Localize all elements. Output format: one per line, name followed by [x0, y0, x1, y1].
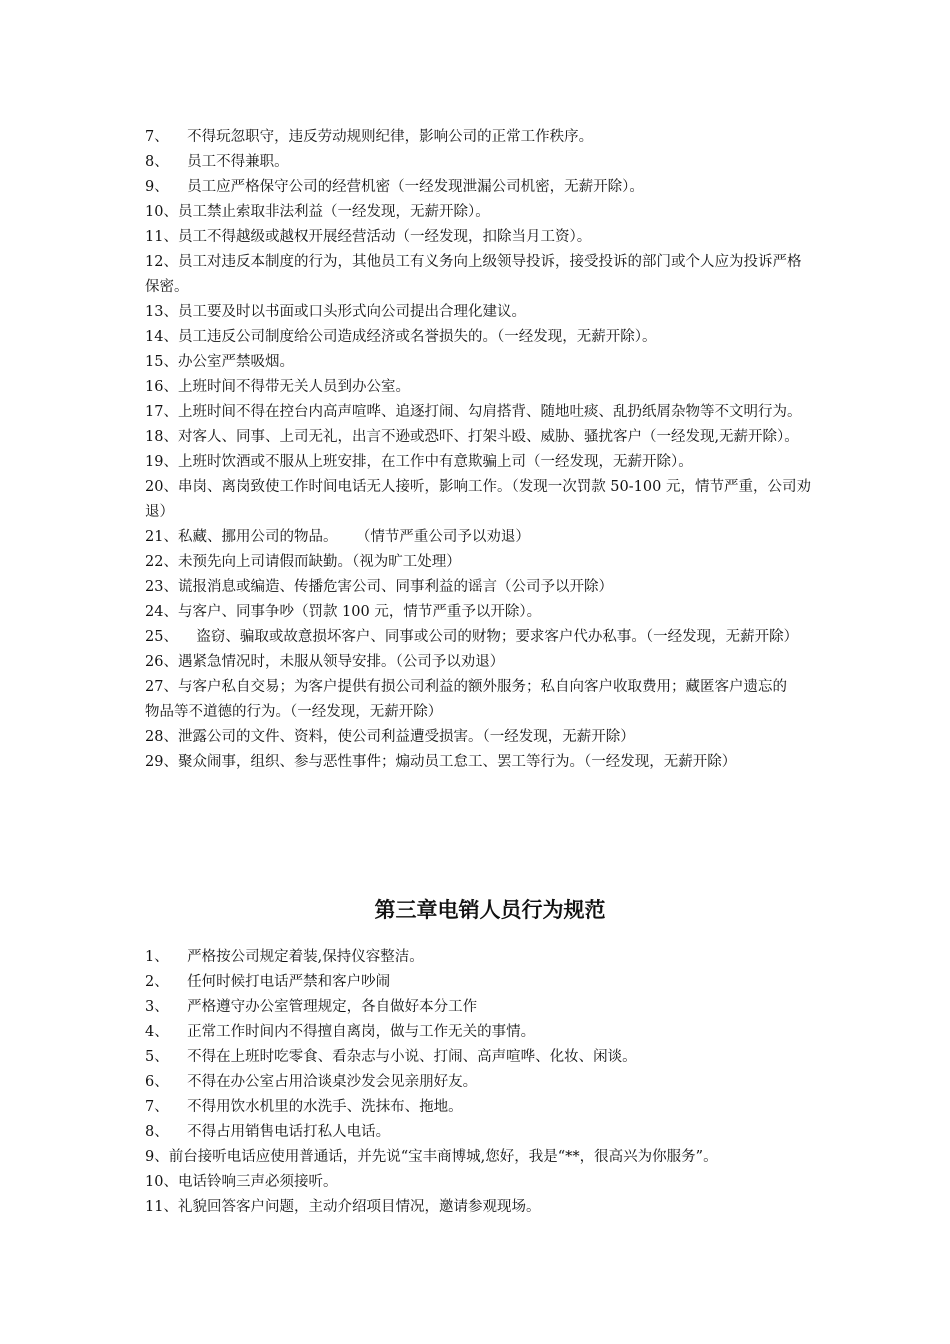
list-item: 26、遇紧急情况时，未服从领导安排。（公司予以劝退）: [145, 654, 505, 670]
list-item: 19、上班时饮酒或不服从上班安排，在工作中有意欺骗上司（一经发现，无薪开除）。: [145, 454, 693, 470]
list-item: 7、 不得用饮水机里的水洗手、洗抹布、拖地。: [145, 1099, 463, 1115]
list-item: 22、未预先向上司请假而缺勤。（视为旷工处理）: [145, 554, 461, 570]
list-item: 23、谎报消息或编造、传播危害公司、同事利益的谣言（公司予以开除）: [145, 579, 613, 595]
list-item: 10、员工禁止索取非法利益（一经发现，无薪开除）。: [145, 204, 490, 220]
list-item: 18、对客人、同事、上司无礼，出言不逊或恐吓、打架斗殴、威胁、骚扰客户（一经发现,无薪开除）。: [145, 429, 799, 445]
list-item: 28、泄露公司的文件、资料，使公司利益遭受损害。（一经发现，无薪开除）: [145, 729, 635, 745]
list-item: 1、 严格按公司规定着装,保持仪容整洁。: [145, 949, 424, 965]
list-item: 12、员工对违反本制度的行为，其他员工有义务向上级领导投诉，接受投诉的部门或个人应为投诉严格保密。: [145, 254, 802, 295]
list-item: 14、员工违反公司制度给公司造成经济或名誉损失的。（一经发现，无薪开除）。: [145, 329, 657, 345]
list-item: 8、 员工不得兼职。: [145, 154, 289, 170]
list-item: 11、员工不得越级或越权开展经营活动（一经发现，扣除当月工资）。: [145, 229, 592, 245]
list-item: 29、聚众闹事，组织、参与恶性事件；煽动员工怠工、罢工等行为。（一经发现，无薪开除）: [145, 754, 737, 770]
list-item: 7、 不得玩忽职守，违反劳动规则纪律，影响公司的正常工作秩序。: [145, 129, 594, 145]
list-item: 9、 员工应严格保守公司的经营机密（一经发现泄漏公司机密，无薪开除）。: [145, 179, 644, 195]
telesales-rules-list: [145, 945, 813, 1220]
list-item: 10、电话铃响三声必须接听。: [145, 1174, 338, 1190]
list-item: 25、 盗窃、骗取或故意损坏客户、同事或公司的财物；要求客户代办私事。（一经发现，无薪开除）: [145, 629, 799, 645]
list-item: 27、与客户私自交易；为客户提供有损公司利益的额外服务；私自向客户收取费用；藏匿客户遗忘的 物品等不道德的行为。（一经发现，无薪开除）: [145, 679, 806, 720]
list-item: 6、 不得在办公室占用洽谈桌沙发会见亲朋好友。: [145, 1074, 478, 1090]
list-item: 4、 正常工作时间内不得擅自离岗，做与工作无关的事情。: [145, 1024, 536, 1040]
list-item: 2、 任何时候打电话严禁和客户吵闹: [145, 974, 391, 990]
list-item: 13、员工要及时以书面或口头形式向公司提出合理化建议。: [145, 304, 526, 320]
list-item: 20、串岗、离岗致使工作时间电话无人接听，影响工作。（发现一次罚款 50-100 元，情节严重，公司劝退）: [145, 479, 811, 520]
list-item: 24、与客户、同事争吵（罚款 100 元，情节严重予以开除）。: [145, 604, 542, 620]
list-item: 9、前台接听电话应使用普通话，并先说“宝丰商博城,您好，我是“**，很高兴为你服务”。: [145, 1149, 718, 1165]
list-item: 8、 不得占用销售电话打私人电话。: [145, 1124, 391, 1140]
list-item: 3、 严格遵守办公室管理规定，各自做好本分工作: [145, 999, 478, 1015]
list-item: 5、 不得在上班时吃零食、看杂志与小说、打闹、高声喧哗、化妆、闲谈。: [145, 1049, 637, 1065]
rules-list-continued: [145, 125, 813, 775]
list-item: 15、办公室严禁吸烟。: [145, 354, 294, 370]
list-item: 16、上班时间不得带无关人员到办公室。: [145, 379, 410, 395]
list-item: 11、礼貌回答客户问题，主动介绍项目情况，邀请参观现场。: [145, 1199, 541, 1215]
list-item: 17、上班时间不得在控台内高声喧哗、追逐打闹、勾肩搭背、随地吐痰、乱扔纸屑杂物等不文明行为。: [145, 404, 802, 420]
list-item: 21、私藏、挪用公司的物品。 （情节严重公司予以劝退）: [145, 529, 530, 545]
chapter-title: 第三章电销人员行为规范: [374, 898, 606, 922]
